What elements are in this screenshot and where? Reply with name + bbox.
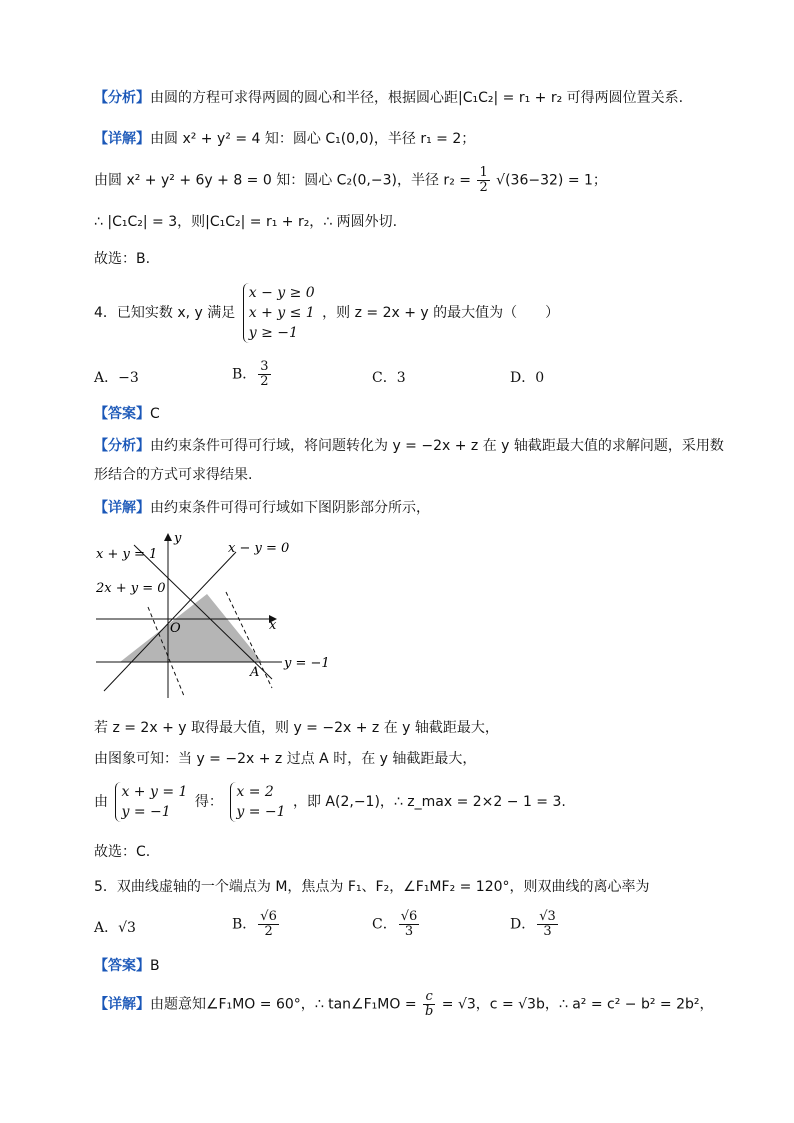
q5-option-b: B． $\frac{√6}{2}$	[232, 909, 277, 939]
q4-detail-line-4: 由 x + y = 1 y = −1 得： x = 2 y = −1 ，即 A(2,−1)，∴ z_max = 2×2 − 1 = 3.	[94, 784, 566, 820]
q4-constraint-system	[243, 283, 315, 343]
detail-tag: 【详解】	[94, 996, 150, 1013]
q4-option-b-fraction: $\frac{3}{2}$	[260, 359, 269, 389]
q5-detail-line: 【详解】由题意知∠F₁MO = 60°，∴ tan∠F₁MO = $\frac{c}{b}$ = √3，c = √3b，∴ a² = c² − b² = 2b²，	[94, 989, 714, 1019]
q5-option-d-fraction: $\frac{√3}{3}$	[539, 909, 556, 939]
q5-option-c-fraction: $\frac{√6}{3}$	[400, 909, 418, 939]
q4-constraint-1: x − y ≥ 0	[248, 285, 315, 301]
q4-stem	[94, 283, 559, 343]
analysis-tag: 【分析】	[94, 438, 150, 454]
q4-constraint-2: x + y ≤ 1	[248, 305, 315, 321]
label-line-x-plus-y-1: x + y = 1	[96, 547, 158, 562]
q4-answer	[94, 404, 160, 424]
q3-detail-text-2-post: √(36−32) = 1；	[496, 172, 607, 189]
q5-option-c: C． $\frac{√6}{3}$	[372, 909, 418, 939]
detail-tag: 【详解】	[94, 131, 150, 147]
q4-detail-line-1: 【详解】由约束条件可得可行域如下图阴影部分所示，	[94, 500, 430, 516]
q4-analysis-line-1: 【分析】由约束条件可得可行域，将问题转化为 y = −2x + z 在 y 轴截距最大值的求解问题，采用数	[94, 438, 724, 454]
q4-system-2: x = 2 y = −1	[230, 782, 285, 822]
q3-detail-line-3	[94, 212, 397, 232]
q3-conclusion: 故选：B.	[94, 251, 151, 267]
answer-tag: 【答案】	[94, 958, 150, 974]
q4-stem-post: ，则 z = 2x + y 的最大值为（ ）	[322, 305, 560, 321]
q4-option-d: D．0	[510, 370, 545, 386]
analysis-tag: 【分析】	[94, 90, 150, 106]
label-line-2x-plus-y-0: 2x + y = 0	[96, 581, 166, 596]
q5-answer-value: B	[150, 958, 160, 974]
q4-option-b: B． $\frac{3}{2}$	[232, 359, 269, 389]
q3-radius-fraction: $\frac{1}{2}$	[479, 165, 488, 195]
detail-tag: 【详解】	[94, 500, 150, 516]
q3-detail-text-1: 由圆 x² + y² = 4 知：圆心 C₁(0,0)，半径 r₁ = 2；	[150, 131, 476, 147]
label-x-axis: x	[269, 618, 277, 633]
q4-detail-line-3: 由图象可知：当 y = −2x + z 过点 A 时，在 y 轴截距最大，	[94, 751, 477, 767]
q3-analysis-line	[94, 88, 683, 108]
q4-option-c: C．3	[372, 370, 406, 386]
q4-analysis-line-2: 形结合的方式可求得结果.	[94, 467, 253, 483]
label-y-axis: y	[174, 531, 182, 546]
q4-constraint-3: y ≥ −1	[248, 325, 298, 341]
q5-stem: 5．双曲线虚轴的一个端点为 M，焦点为 F₁、F₂，∠F₁MF₂ = 120°，则双曲线的离心率为	[94, 879, 650, 895]
label-line-x-minus-y-0: x − y = 0	[228, 541, 290, 556]
q5-option-d: D． $\frac{√3}{3}$	[510, 909, 556, 939]
q4-conclusion: 故选：C.	[94, 844, 151, 860]
label-point-a: A	[250, 665, 260, 680]
q4-option-a: A．−3	[94, 370, 139, 386]
q3-detail-text-3: ∴ |C₁C₂| = 3，则|C₁C₂| = r₁ + r₂，∴ 两圆外切.	[94, 214, 398, 230]
answer-tag: 【答案】	[94, 406, 150, 422]
label-line-y-minus-1: y = −1	[284, 656, 330, 671]
q3-detail-text-2-pre: 由圆 x² + y² + 6y + 8 = 0 知：圆心 C₂(0,−3)，半径 r₂ =	[94, 172, 471, 189]
q3-analysis-text: 由圆的方程可求得两圆的圆心和半径，根据圆心距|C₁C₂| = r₁ + r₂ 可得两圆位置关系.	[150, 90, 684, 106]
q5-option-a: A．√3	[94, 920, 136, 936]
q4-answer-value: C	[150, 406, 160, 422]
q4-system-1: x + y = 1 y = −1	[115, 782, 187, 822]
q3-detail-line-1	[94, 129, 475, 149]
q5-tan-fraction: $\frac{c}{b}$	[425, 989, 434, 1019]
q4-stem-pre: 4．已知实数 x, y 满足	[94, 305, 236, 321]
q4-detail-line-2: 若 z = 2x + y 取得最大值，则 y = −2x + z 在 y 轴截距最大，	[94, 720, 499, 736]
q5-answer	[94, 956, 160, 976]
q3-detail-line-2	[94, 166, 607, 195]
feasible-region-figure	[86, 528, 346, 710]
q5-option-b-fraction: $\frac{√6}{2}$	[260, 909, 277, 939]
label-origin: O	[170, 621, 181, 636]
